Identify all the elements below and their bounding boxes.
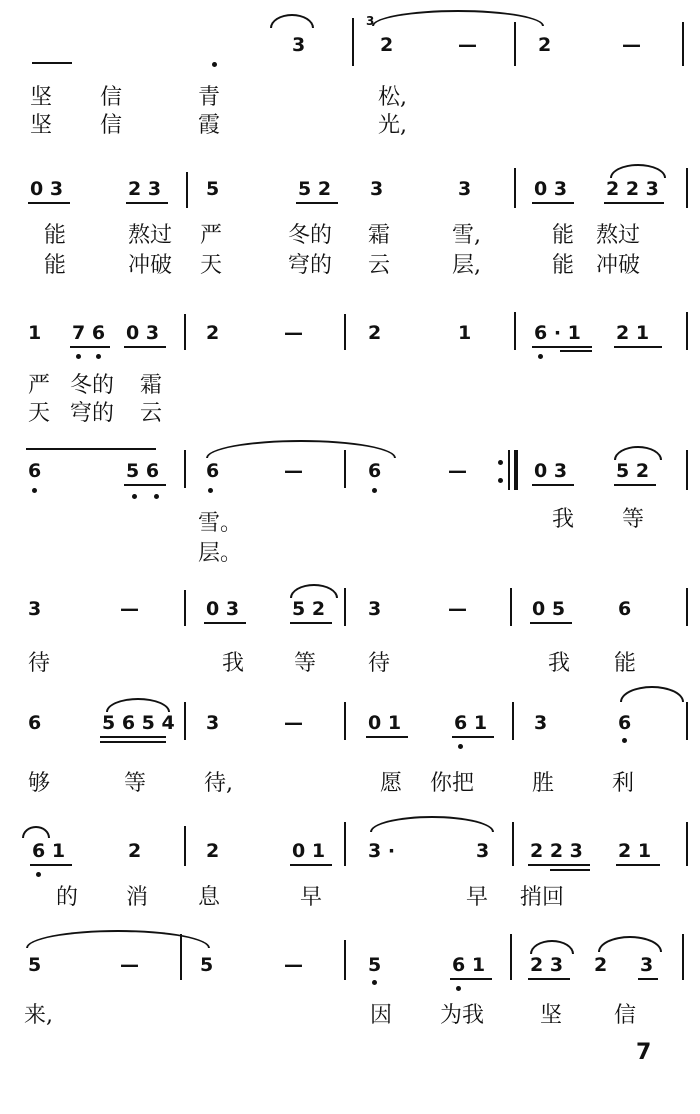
lyric: 够 [28,771,51,796]
underline [204,622,246,624]
note: 6 [28,460,42,482]
dot-mark [372,980,377,985]
note: 2 2 3 [606,178,659,200]
slur-mark [106,698,170,712]
lyric: 能 [44,253,67,278]
tie-mark [620,686,684,702]
lyric: 层。 [198,541,243,566]
bar-line [686,450,688,490]
underline [616,864,660,866]
note: 3 [640,954,654,976]
note: 0 5 [532,598,566,620]
dash: — [448,598,467,620]
lyric: 早 [300,885,323,910]
lyric: 待 [368,651,391,676]
lyric: 等 [124,771,147,796]
underline [452,736,494,738]
note: 2 1 [618,840,652,862]
bar-line [514,22,516,66]
lyric: 等 [622,507,645,532]
lyric: 你把 [430,771,475,796]
bar-line [352,18,354,66]
note: 3 [368,598,382,620]
lyric: 光, [378,113,407,138]
bar-line [184,826,186,866]
bar-line [508,450,510,490]
lyric: 坚 [30,113,53,138]
lyric: 来, [24,1003,53,1028]
lyric: 待, [204,771,233,796]
note: 2 2 3 [530,840,583,862]
bar-line [180,934,182,980]
note: 2 [380,34,394,56]
lyric: 愿 [380,771,403,796]
underline [532,202,574,204]
note: 5 2 [292,598,326,620]
lyric: 松, [378,85,407,110]
underline [366,736,408,738]
lyric: 天 [28,401,51,426]
underline [30,864,72,866]
lyric: 为我 [440,1003,485,1028]
note: 2 [538,34,552,56]
dash: — [622,34,641,56]
dot-mark [208,488,213,493]
dot-mark [456,986,461,991]
underline [604,202,664,204]
lyric: 熬过 [596,223,641,248]
lyric: 捎回 [520,885,565,910]
bar-line [686,702,688,740]
lyric: 严 [28,373,51,398]
note: 6 [618,712,632,734]
bar-line [186,172,188,208]
tie-mark [26,930,210,948]
underline [550,869,590,871]
bar-line [512,822,514,866]
slur-mark [598,936,662,952]
bar-line [344,588,346,626]
dot-mark [538,354,543,359]
dot-mark [212,62,217,67]
lyric: 冬的 [288,223,333,248]
underline [450,978,492,980]
bar-line [686,312,688,350]
dot-mark [458,744,463,749]
bar-line [514,312,516,350]
note: 3 [476,840,490,862]
dot-mark [96,354,101,359]
lyric: 冲破 [128,253,173,278]
note: 5 6 5 4 [102,712,175,734]
lyric: 能 [552,223,575,248]
note: 6 1 [32,840,66,862]
slur-mark [372,10,544,26]
tie-mark [22,826,50,838]
note: 3 [534,712,548,734]
underline [32,62,72,64]
lyric: 我 [222,651,245,676]
note: 3 [28,598,42,620]
lyric: 冲破 [596,253,641,278]
note: 5 [368,954,382,976]
lyric: 能 [552,253,575,278]
dash: — [284,712,303,734]
dot-mark [154,494,159,499]
lyric: 霜 [140,373,163,398]
lyric: 严 [200,223,223,248]
dash: — [120,598,139,620]
lyric: 胜 [532,771,555,796]
tie-mark [206,440,396,458]
note: 3 [458,178,472,200]
lyric: 坚 [30,85,53,110]
dash: — [284,460,303,482]
underline [124,346,166,348]
underline [532,484,574,486]
note: 1 [458,322,472,344]
note: 0 3 [30,178,64,200]
note: 6 1 [452,954,486,976]
lyric: 坚 [540,1003,563,1028]
note: 0 3 [534,178,568,200]
note: 2 [206,840,220,862]
lyric: 云 [140,401,163,426]
bar-line [514,168,516,208]
lyric: 待 [28,651,51,676]
note: 0 3 [206,598,240,620]
bar-line [686,168,688,208]
bar-line [344,702,346,740]
note: 3 · [368,840,396,862]
note: 2 [594,954,608,976]
lyric: 息 [198,885,221,910]
lyric: 能 [614,651,637,676]
note: 6 1 [454,712,488,734]
lyric: 霞 [198,113,221,138]
underline [296,202,338,204]
lyric: 信 [614,1003,637,1028]
note: 2 3 [128,178,162,200]
lyric: 利 [612,771,635,796]
note: 6 [618,598,632,620]
note: 2 [206,322,220,344]
underline [638,978,658,980]
tie-mark [370,816,494,832]
bar-line [686,822,688,866]
note: 5 2 [298,178,332,200]
note: 0 3 [126,322,160,344]
underline [100,741,166,743]
lyric: 早 [466,885,489,910]
note: 2 [368,322,382,344]
dash: — [120,954,139,976]
bar-line [686,588,688,626]
lyric: 层, [452,253,481,278]
dot-mark [622,738,627,743]
slur-mark [610,164,666,178]
lyric: 穹的 [288,253,333,278]
lyric: 等 [294,651,317,676]
tie-mark [270,14,314,28]
bar-line [184,590,186,626]
note: 5 [200,954,214,976]
underline [28,202,70,204]
lyric: 能 [44,223,67,248]
dot-mark [36,872,41,877]
lyric: 信 [100,85,123,110]
lyric: 我 [552,507,575,532]
underline [290,864,332,866]
page-number: 7 [636,1040,652,1065]
lyric: 信 [100,113,123,138]
lyric: 的 [56,885,79,910]
lyric: 雪。 [198,511,243,536]
lyric: 青 [198,85,221,110]
note: 0 1 [292,840,326,862]
note: 6 [206,460,220,482]
bar-line [184,702,186,740]
bar-line [682,934,684,980]
note: 5 [206,178,220,200]
dot-mark [372,488,377,493]
lyric: 雪, [452,223,481,248]
bar-line [510,934,512,980]
dash: — [448,460,467,482]
note: 0 3 [534,460,568,482]
note: 3 [370,178,384,200]
note: 2 [128,840,142,862]
lyric: 冬的 [70,373,115,398]
underline [100,736,166,738]
lyric: 我 [548,651,571,676]
dot-mark [132,494,137,499]
bar-line [344,314,346,350]
lyric: 霜 [368,223,391,248]
note: 7 6 [72,322,106,344]
slur-mark [530,940,574,954]
underline [528,864,590,866]
repeat-bar [514,450,518,490]
dash: — [458,34,477,56]
slur-mark [290,584,338,598]
bar-line [344,450,346,488]
bar-line [510,588,512,626]
underline [528,978,570,980]
underline [124,484,166,486]
lyric: 熬过 [128,223,173,248]
dot-mark [76,354,81,359]
note: 2 3 [530,954,564,976]
underline [532,346,592,348]
dash: — [284,954,303,976]
bar-line [512,702,514,740]
note: 2 1 [616,322,650,344]
lyric: 因 [370,1003,393,1028]
grace-note: 3 [366,14,375,28]
underline [530,622,572,624]
underline [560,350,592,352]
bar-line [682,22,684,66]
underline [26,448,156,450]
underline [614,346,662,348]
note: 3 [206,712,220,734]
note: 5 2 [616,460,650,482]
dash: — [284,322,303,344]
bar-line [344,940,346,980]
note: 6 · 1 [534,322,581,344]
lyric: 消 [126,885,149,910]
note: 6 [368,460,382,482]
repeat-dot [498,460,503,465]
note: 5 6 [126,460,160,482]
note: 0 1 [368,712,402,734]
bar-line [184,450,186,488]
underline [614,484,656,486]
bar-line [184,314,186,350]
repeat-dot [498,478,503,483]
underline [126,202,168,204]
dot-mark [32,488,37,493]
note: 3 [292,34,306,56]
bar-line [344,822,346,866]
note: 5 [28,954,42,976]
lyric: 云 [368,253,391,278]
lyric: 穹的 [70,401,115,426]
underline [70,346,110,348]
slur-mark [614,446,662,460]
underline [290,622,332,624]
note: 6 [28,712,42,734]
lyric: 天 [200,253,223,278]
note: 1 [28,322,42,344]
